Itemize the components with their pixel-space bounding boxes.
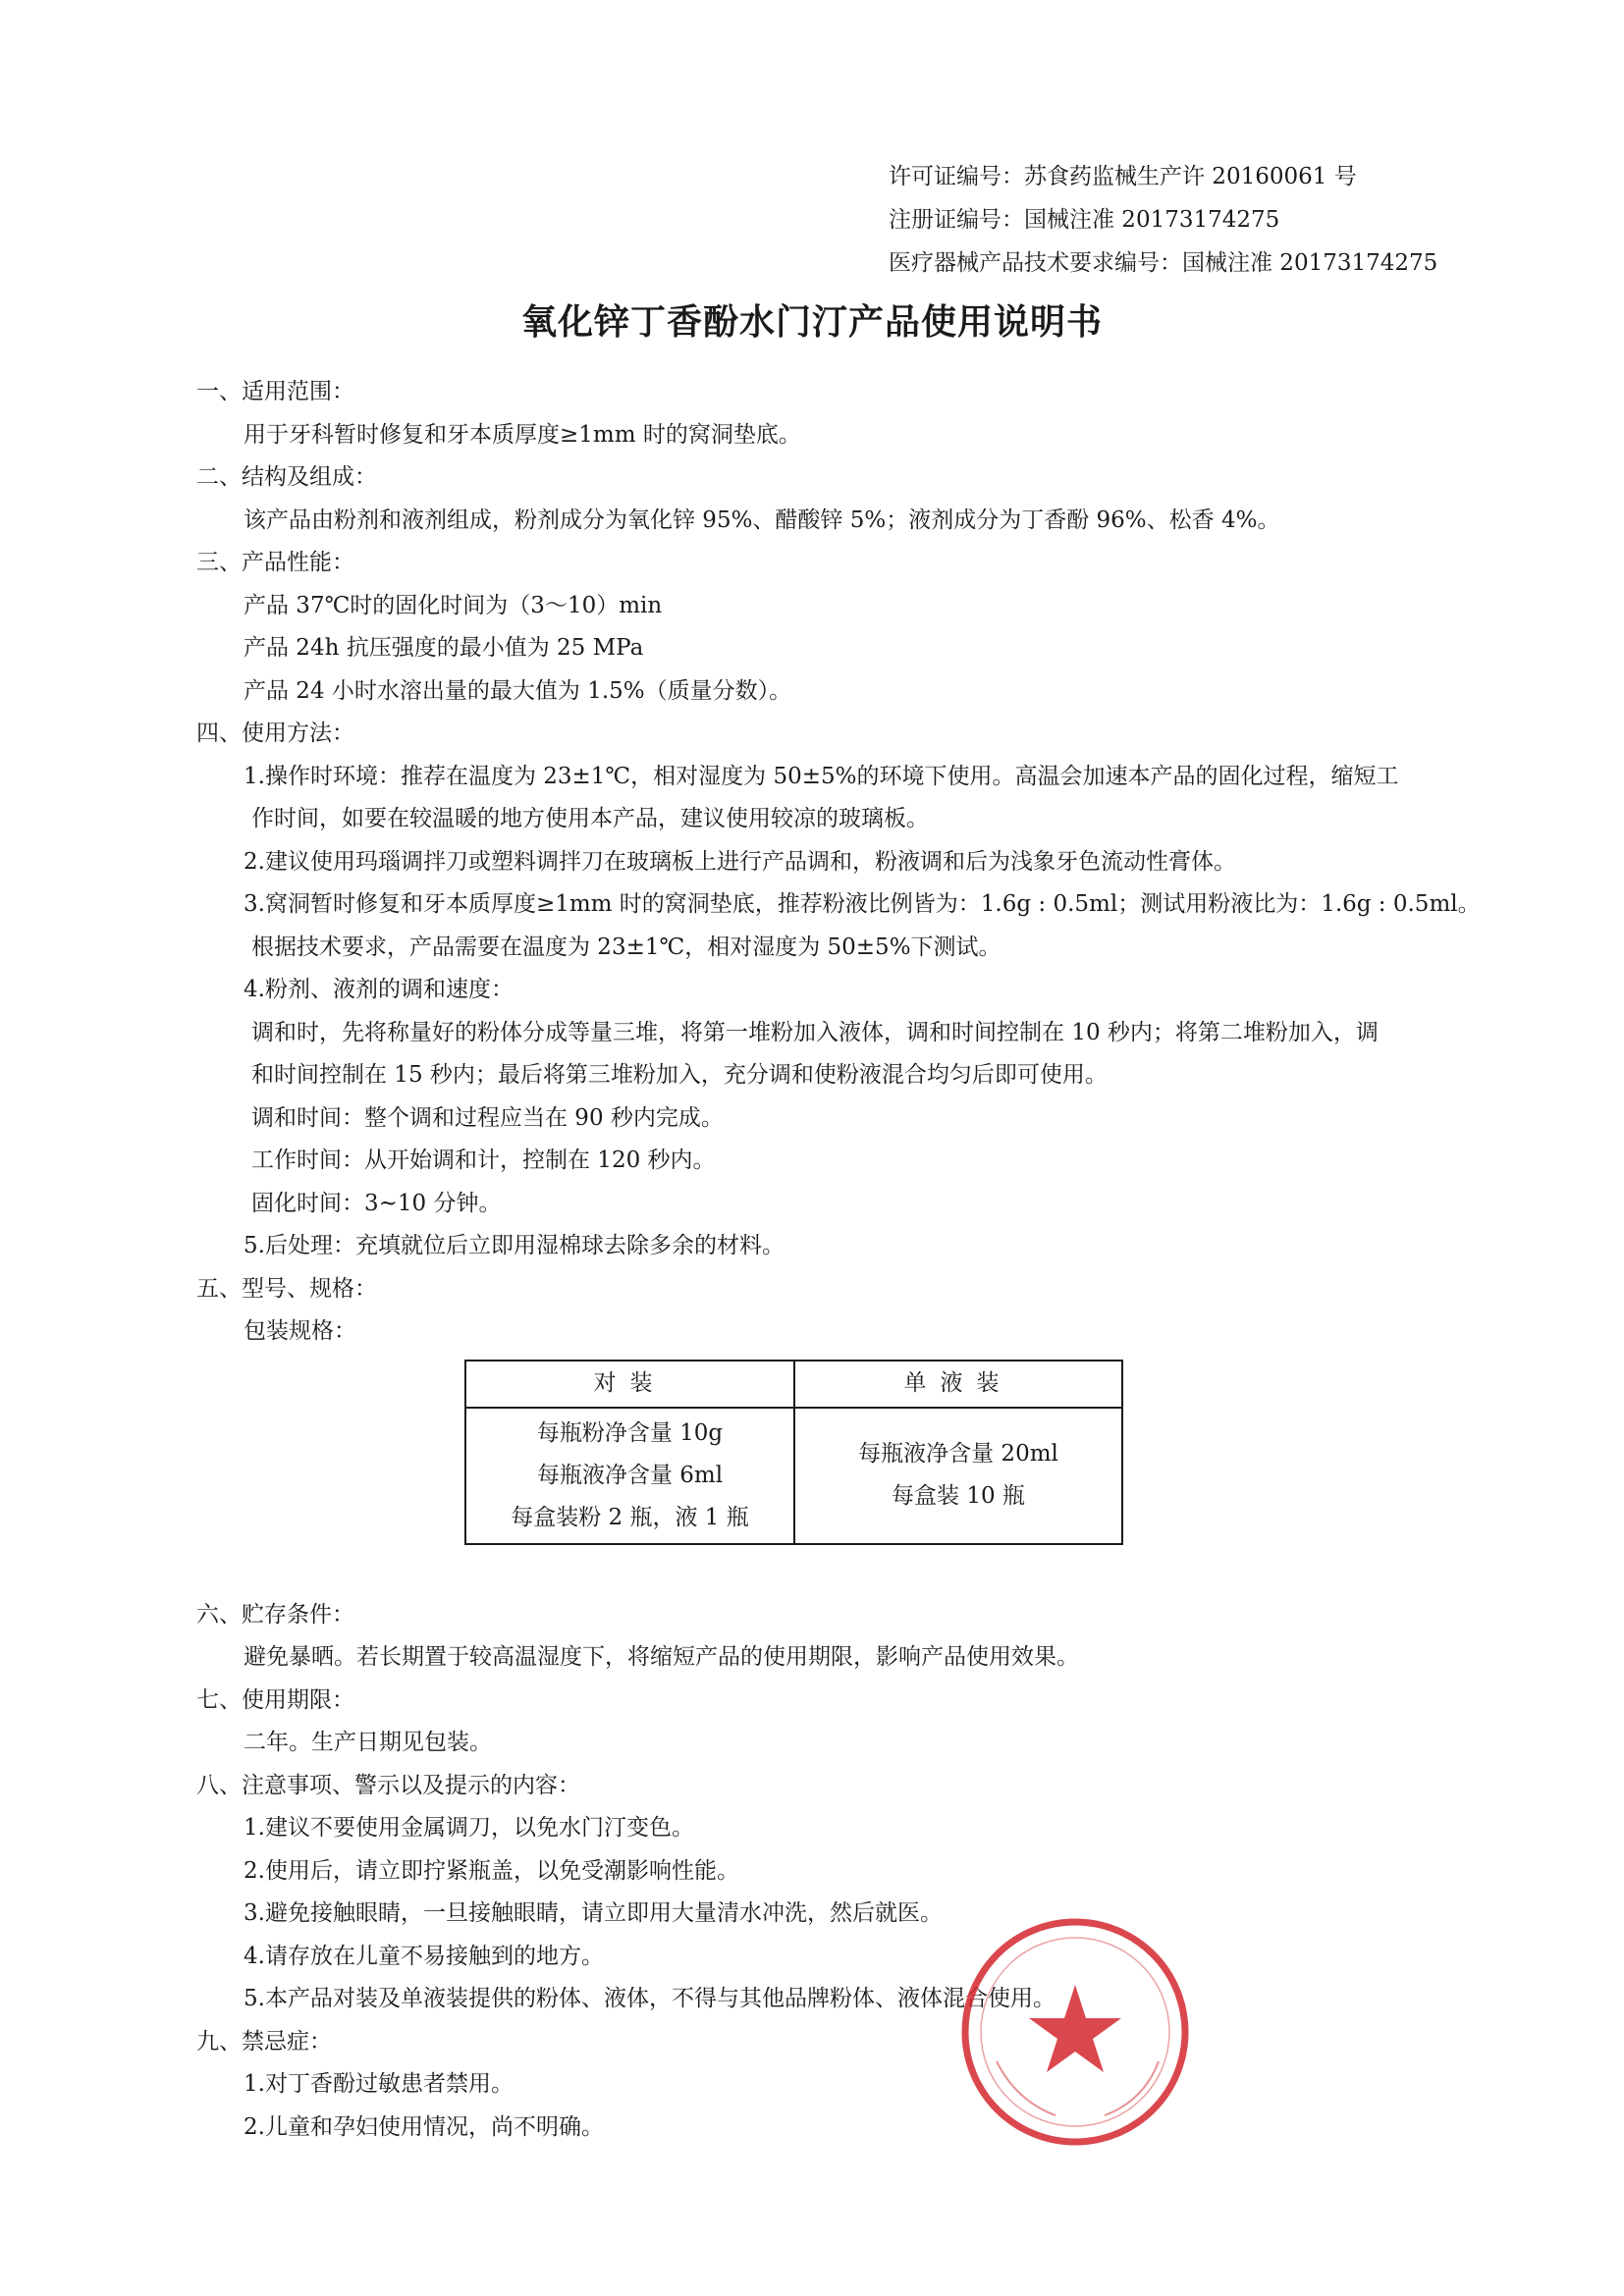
section-text: 避免暴晒。若长期置于较高温湿度下，将缩短产品的使用期限，影响产品使用效果。 <box>244 1644 1079 1670</box>
section-text: 作时间，如要在较温暖的地方使用本产品，建议使用较凉的玻璃板。 <box>251 806 929 831</box>
section-text: 2.建议使用玛瑙调拌刀或塑料调拌刀在玻璃板上进行产品调和，粉液调和后为浅象牙色流动性膏体。 <box>244 848 1236 875</box>
section-text: 该产品由粉剂和液剂组成，粉剂成分为氧化锌 95%、醋酸锌 5%；液剂成分为丁香酚 96%、松香 4%。 <box>244 507 1280 533</box>
section-text: 工作时间：从开始调和计，控制在 120 秒内。 <box>251 1148 716 1173</box>
section-text: 1.操作时环境：推荐在温度为 23±1℃，相对湿度为 50±5%的环境下使用。高温会加速本产品的固化过程，缩短工 <box>244 763 1399 789</box>
cell-line: 每瓶液净含量 6ml <box>536 1462 724 1488</box>
section-text: 产品 24 小时水溶出量的最大值为 1.5%（质量分数）。 <box>244 677 792 704</box>
section-text: 2.儿童和孕妇使用情况，尚不明确。 <box>244 2113 604 2140</box>
section-text: 4.粉剂、液剂的调和速度： <box>244 977 514 1002</box>
cell-line: 每瓶液净含量 20ml <box>858 1441 1058 1467</box>
section-heading: 三、产品性能： <box>196 550 354 575</box>
cell-line: 每盒装粉 2 瓶，液 1 瓶 <box>511 1504 749 1530</box>
section-text: 1.对丁香酚过敏患者禁用。 <box>244 2071 514 2097</box>
section-text: 调和时间：整个调和过程应当在 90 秒内完成。 <box>251 1104 724 1131</box>
section-heading: 九、禁忌症： <box>196 2028 332 2055</box>
section-text: 和时间控制在 15 秒内；最后将第三堆粉加入，充分调和使粉液混合均匀后即可使用。 <box>251 1062 1108 1088</box>
section-text: 5.本产品对装及单液装提供的粉体、液体，不得与其他品牌粉体、液体混合使用。 <box>244 1986 1056 2011</box>
section-text: 3.避免接触眼睛，一旦接触眼睛，请立即用大量清水冲洗，然后就医。 <box>244 1900 943 1926</box>
section-heading: 二、结构及组成： <box>196 464 377 490</box>
table-cell <box>465 1408 794 1544</box>
license-block <box>889 155 1437 285</box>
section-text: 包装规格： <box>244 1318 356 1344</box>
section-text: 3.窝洞暂时修复和牙本质厚度≥1mm 时的窝洞垫底，推荐粉液比例皆为：1.6g : 0.5ml；测试用粉液比为：1.6g : 0.5ml。 <box>244 891 1481 917</box>
cell-line: 每盒装 10 瓶 <box>892 1483 1025 1509</box>
section-heading: 五、型号、规格： <box>196 1275 377 1302</box>
cell-line: 每瓶粉净含量 10g <box>536 1419 724 1446</box>
section-text: 5.后处理：充填就位后立即用湿棉球去除多余的材料。 <box>244 1233 785 1258</box>
section-text: 二年。生产日期见包装。 <box>244 1730 492 1755</box>
section-text: 根据技术要求，产品需要在温度为 23±1℃，相对湿度为 50±5%下测试。 <box>251 934 1001 960</box>
section-text: 产品 37℃时的固化时间为（3～10）min <box>244 592 663 618</box>
section-heading: 六、贮存条件： <box>196 1601 354 1628</box>
document-title: 氧化锌丁香酚水门汀产品使用说明书 <box>520 302 1103 343</box>
table-header: 单液装 <box>794 1361 1122 1408</box>
section-heading: 八、注意事项、警示以及提示的内容： <box>196 1772 580 1798</box>
tech-requirement-number: 医疗器械产品技术要求编号：国械注准 20173174275 <box>889 250 1438 276</box>
section-text: 1.建议不要使用金属调刀，以免水门汀变色。 <box>244 1815 694 1841</box>
section-text: 调和时，先将称量好的粉体分成等量三堆，将第一堆粉加入液体，调和时间控制在 10 秒内；将第二堆粉加入，调 <box>251 1019 1379 1045</box>
packaging-table <box>464 1360 1123 1545</box>
document-body <box>196 371 1492 2149</box>
company-seal-stamp <box>957 1914 1193 2150</box>
section-text: 产品 24h 抗压强度的最小值为 25 MPa <box>244 635 644 661</box>
table-header: 对装 <box>465 1361 794 1408</box>
section-heading: 四、使用方法： <box>196 721 354 746</box>
section-heading: 一、适用范围： <box>196 379 354 404</box>
registration-number: 注册证编号：国械注准 20173174275 <box>889 207 1280 233</box>
section-text: 4.请存放在儿童不易接触到的地方。 <box>244 1943 604 1969</box>
section-heading: 七、使用期限： <box>196 1686 354 1713</box>
license-number: 许可证编号：苏食药监械生产许 20160061 号 <box>889 164 1357 189</box>
table-cell <box>794 1408 1122 1544</box>
section-text: 固化时间：3~10 分钟。 <box>251 1190 502 1216</box>
section-text: 2.使用后，请立即拧紧瓶盖，以免受潮影响性能。 <box>244 1857 739 1884</box>
section-text: 用于牙科暂时修复和牙本质厚度≥1mm 时的窝洞垫底。 <box>244 421 801 448</box>
